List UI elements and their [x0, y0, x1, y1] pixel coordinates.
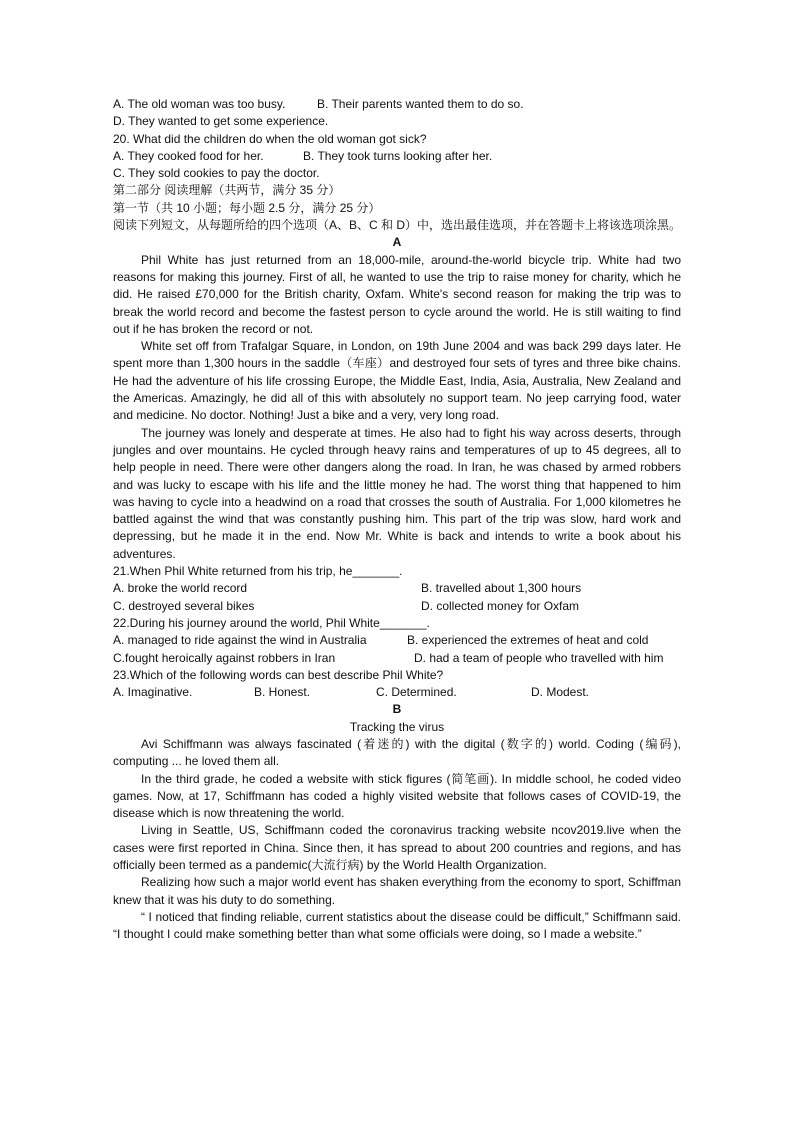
q21-option-d: D. collected money for Oxfam	[421, 598, 580, 613]
q23-option-a: A. Imaginative.	[113, 685, 193, 700]
q22-option-b: B. experienced the extremes of heat and cold	[407, 633, 649, 648]
exam-page	[113, 96, 681, 944]
q20-option-c: C. They sold cookies to pay the doctor.	[113, 166, 320, 181]
q23-option-b: B. Honest.	[254, 685, 311, 700]
q19-options-row	[113, 96, 681, 113]
q20-stem: 20. What did the children do when the old woman got sick?	[113, 131, 427, 146]
q20-option-b: B. They took turns looking after her.	[303, 148, 493, 163]
passage-b-paragraph-4: Realizing how such a major world event has shaken everything from the economy to sport, Schiffman knew that it was his duty to do something.	[113, 875, 681, 907]
passage-b-paragraph-2: In the third grade, he coded a website with stick figures (简笔画). In middle school, he coded video games. Now, at 17, Schiffmann has coded a highly visited website that follows cases of COVID-19, the disease which is now threatening the world.	[113, 771, 681, 821]
q20-option-a: A. They cooked food for her.	[113, 148, 264, 163]
q23-stem: 23.Which of the following words can best describe Phil White?	[113, 667, 444, 682]
passage-b-paragraph-3: Living in Seattle, US, Schiffmann coded the coronavirus tracking website ncov2019.live when the cases were first reported in China. Since then, it has spread to about 200 countries and regions, and has officially been termed as a pandemic(大流行病) by the World Health Organization.	[113, 823, 681, 873]
q20-options-row	[113, 148, 681, 165]
q22-options-row-1	[113, 632, 681, 649]
q19-option-a: A. The old woman was too busy.	[113, 97, 286, 111]
part-heading: 第二部分 阅读理解（共两节，满分 35 分）	[113, 183, 341, 198]
passage-a-paragraph-1: Phil White has just returned from an 18,000-mile, around-the-world bicycle trip. White had two reasons for making this journey. First of all, he wanted to use the trip to raise money for charity, which he did. He raised £70,000 for the British charity, Oxfam. White's second reason for making the trip was to break the world record and become the fastest person to cycle around the world. He is still waiting to find out if he has broken the record or not.	[113, 252, 681, 336]
passage-b-paragraph-5: “ I noticed that finding reliable, current statistics about the disease could be difficult,” Schiffmann said. “I thought I could make something better than what some officials were doing, so I made a website.”	[113, 909, 681, 942]
passage-a-paragraph-3: The journey was lonely and desperate at times. He also had to fight his way across deserts, through jungles and over mountains. He cycled through heavy rains and temperatures of up to 45 degrees, all to help people in need. There were other dangers along the road. In Iran, he was chased by armed robbers and was lucky to escape with his life and the little money he had. The worst thing that happened to him was having to cycle into a headwind on a road that crosses the south of Australia. For 1,000 kilometres he battled against the wind that was constantly pushing him. This part of the trip was slow, hard work and depressing, but he made it in the end. Now Mr. White is back and intends to write a book about his adventures.	[113, 425, 681, 561]
passage-a-label: A	[392, 235, 402, 250]
passage-b-title: Tracking the virus	[349, 719, 445, 734]
q23-option-d: D. Modest.	[531, 685, 590, 700]
q22-options-row-2	[113, 650, 681, 667]
q19-option-b: B. Their parents wanted them to do so.	[317, 97, 524, 111]
q23-options-row	[113, 684, 681, 701]
q21-option-b: B. travelled about 1,300 hours	[421, 581, 582, 596]
section-instructions: 阅读下列短文，从每题所给的四个选项（A、B、C 和 D）中，选出最佳选项，并在答题卡上将该选项涂黑。	[113, 218, 682, 233]
q23-option-c: C. Determined.	[376, 685, 457, 700]
section-heading: 第一节（共 10 小题；每小题 2.5 分，满分 25 分）	[113, 200, 381, 215]
passage-b-paragraph-1: Avi Schiffmann was always fascinated (着迷的) with the digital (数字的) world. Coding (编码), computing ... he loved them all.	[113, 736, 681, 769]
passage-a-paragraph-2: White set off from Trafalgar Square, in London, on 19th June 2004 and was back 299 days later. He spent more than 1,300 hours in the saddle（车座）and destroyed four sets of tyres and three bike chains. He had the adventure of his life crossing Europe, the Middle East, India, Asia, Australia, New Zealand and the Americas. Amazingly, he did all of this with absolutely no support team. No jeep carrying food, water and medicine. No doctor. Nothing! Just a bike and a very, very long road.	[113, 339, 681, 423]
q22-option-d: D. had a team of people who travelled with him	[414, 650, 664, 665]
q22-stem: 22.During his journey around the world, Phil White_______.	[113, 615, 430, 630]
q22-option-c: C.fought heroically against robbers in Iran	[113, 650, 336, 665]
q21-option-c: C. destroyed several bikes	[113, 598, 255, 613]
q21-option-a: A. broke the world record	[113, 581, 248, 596]
q21-options-row-1	[113, 580, 681, 597]
q21-options-row-2	[113, 598, 681, 615]
q19-option-d: D. They wanted to get some experience.	[113, 114, 329, 129]
q22-option-a: A. managed to ride against the wind in Australia	[113, 633, 367, 648]
q21-stem: 21.When Phil White returned from his trip, he_______.	[113, 564, 403, 579]
passage-b-label: B	[392, 702, 402, 717]
